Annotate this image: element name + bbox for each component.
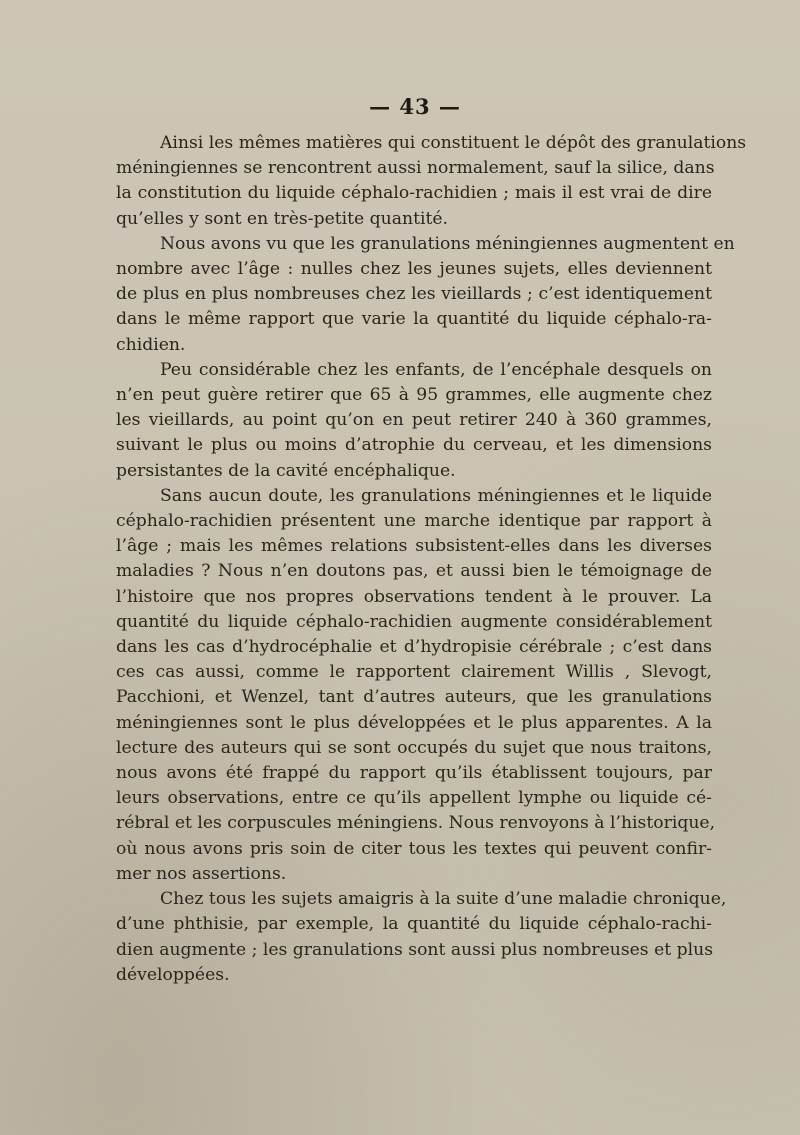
paragraph-3	[116, 358, 712, 484]
text-line: ces cas aussi, comme le rapportent clairement Willis , Slevogt,	[116, 662, 712, 683]
text-line: méningiennes sont le plus développées et le plus apparentes. A la	[116, 712, 712, 733]
text-line: qu’elles y sont en très-petite quantité.	[116, 208, 449, 229]
text-line: Nous avons vu que les granulations méningiennes augmentent en	[160, 233, 735, 254]
text-line: l’histoire que nos propres observations tendent à le prouver. La	[116, 586, 712, 607]
paragraph-5	[116, 887, 727, 988]
text-line: leurs observations, entre ce qu’ils appellent lymphe ou liquide cé-	[116, 788, 712, 809]
text-line: lecture des auteurs qui se sont occupés du sujet que nous traitons,	[116, 737, 712, 758]
text-line: Ainsi les mêmes matières qui constituent le dépôt des granulations	[160, 133, 747, 153]
text-line: quantité du liquide céphalo-rachidien augmente considérablement	[116, 611, 712, 632]
text-line: chidien.	[116, 334, 186, 355]
text-line: Chez tous les sujets amaigris à la suite d’une maladie chronique,	[160, 889, 727, 910]
text-line: d’une phthisie, par exemple, la quantité du liquide céphalo-rachi-	[116, 914, 712, 935]
text-line: l’âge ; mais les mêmes relations subsistent-elles dans les diverses	[116, 536, 712, 557]
body-text	[116, 131, 747, 988]
text-line: céphalo-rachidien présentent une marche identique par rapport à	[116, 511, 712, 532]
text-line: Pacchioni, et Wenzel, tant d’autres auteurs, que les granulations	[116, 687, 712, 708]
text-line: où nous avons pris soin de citer tous les textes qui peuvent confir-	[116, 838, 712, 859]
text-line: les vieillards, au point qu’on en peut retirer 240 à 360 grammes,	[116, 410, 712, 431]
text-line: rébral et les corpuscules méningiens. Nous renvoyons à l’historique,	[116, 813, 716, 834]
text-line: mer nos assertions.	[116, 863, 287, 884]
text-line: maladies ? Nous n’en doutons pas, et aussi bien le témoignage de	[116, 561, 712, 582]
paragraph-1	[116, 131, 747, 232]
text-line: la constitution du liquide céphalo-rachidien ; mais il est vrai de dire	[116, 183, 712, 204]
text-line: Sans aucun doute, les granulations méningiennes et le liquide	[160, 485, 712, 506]
paragraph-4	[116, 484, 716, 887]
text-line: dans les cas d’hydrocéphalie et d’hydropisie cérébrale ; c’est dans	[116, 637, 712, 658]
page-number: — 43 —	[369, 94, 461, 119]
text-line: nous avons été frappé du rapport qu’ils établissent toujours, par	[116, 763, 712, 784]
text-line: persistantes de la cavité encéphalique.	[116, 460, 456, 481]
text-line: n’en peut guère retirer que 65 à 95 grammes, elle augmente chez	[116, 385, 712, 406]
text-line: Peu considérable chez les enfants, de l’encéphale desquels on	[160, 359, 712, 380]
text-line: nombre avec l’âge : nulles chez les jeunes sujets, elles deviennent	[116, 259, 712, 280]
text-line: dien augmente ; les granulations sont aussi plus nombreuses et plus	[116, 939, 714, 960]
text-line: méningiennes se rencontrent aussi normalement, sauf la silice, dans	[116, 158, 715, 179]
text-line: dans le même rapport que varie la quantité du liquide céphalo-ra-	[116, 309, 712, 330]
text-line: développées.	[116, 964, 230, 985]
paragraph-2	[116, 232, 735, 358]
text-line: de plus en plus nombreuses chez les vieillards ; c’est identiquement	[116, 284, 712, 305]
text-line: suivant le plus ou moins d’atrophie du cerveau, et les dimensions	[116, 435, 712, 456]
